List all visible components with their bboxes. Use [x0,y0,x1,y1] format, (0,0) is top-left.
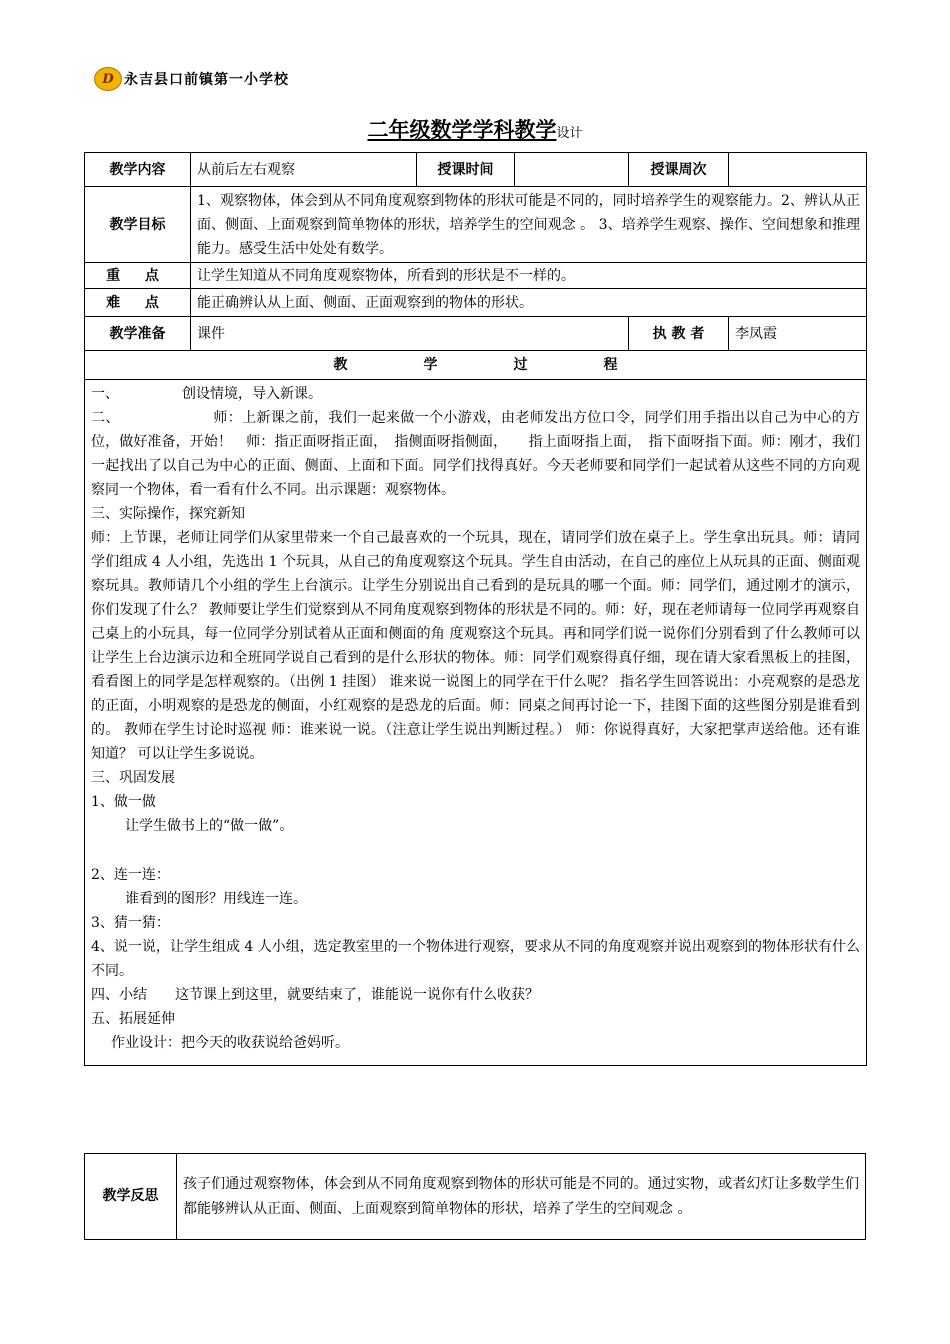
key-point-value: 让学生知道从不同角度观察物体，所看到的形状是不一样的。 [191,263,867,289]
process-blank-line [91,838,860,863]
reflection-text: 孩子们通过观察物体，体会到从不同角度观察到物体的形状可能是不同的。通过实物，或者幻灯让多数学生们都能够辨认从正面、侧面、上面观察到简单物体的形状，培养了学生的空间观念 。 [177,1154,866,1240]
process-heading-char: 程 [603,357,618,373]
process-line: 3、猜一猜： [91,915,170,931]
title-suffix: 设计 [556,126,583,141]
process-line: 四、小结 这节课上到这里，就要结束了，谁能说一说你有什么收获？ [91,987,539,1003]
title-main: 二年级数学学科教学 [367,117,557,142]
week-label: 授课周次 [629,153,729,187]
difficulty-label: 难 点 [85,289,191,317]
process-line: 谁看到的图形？用线连一连。 [125,891,307,907]
school-logo-icon: D [94,67,122,91]
process-line: 三、巩固发展 [91,770,175,786]
school-header [94,66,289,92]
process-line: 作业设计：把今天的收获说给爸妈听。 [111,1035,349,1051]
process-line: 4、说一说，让学生组成 4 人小组，选定教室里的一个物体进行观察，要求从不同的角度观察并说出观察到的物体形状有什么不同。 [91,939,860,979]
process-heading-char: 教 [333,357,348,373]
teacher-label: 执 教 者 [629,317,729,351]
process-line: 三、实际操作，探究新知 [91,506,245,522]
key-point-label: 重 点 [85,263,191,289]
process-line: 2、连一连： [91,867,170,883]
prep-value: 课件 [191,317,629,351]
process-line: 二、 师：上新课之前，我们一起来做一个小游戏，由老师发出方位口令，同学们用手指出以自己为中心的方位，做好准备，开始！ 师：指正面呀指正面， 指侧面呀指侧面， 指上面呀指上面， 指下面呀指下面。师：刚才，我们一起找出了以自己为中心的正面、侧面、上面和下面。同学们找得真好。今天老师要和同学们一起试着从这些不同的方向观察同一个物体，看一看有什么不同。出示课题：观察物体。 [91,410,860,498]
difficulty-value: 能正确辨认从上面、侧面、正面观察到的物体的形状。 [191,289,867,317]
process-heading-char: 过 [513,357,528,373]
reflection-label: 教学反思 [85,1154,177,1240]
page-title [0,114,950,144]
process-heading [85,351,867,380]
time-value [515,153,629,187]
time-label: 授课时间 [417,153,515,187]
process-heading-char: 学 [423,357,438,373]
week-value [729,153,867,187]
goal-value: 1、观察物体，体会到从不同角度观察到物体的形状可能是不同的，同时培养学生的观察能力。2、辨认从正面、侧面、上面观察到简单物体的形状，培养学生的空间观念 。 3、培养学生观察、操作、空间想象和推理能力。感受生活中处处有数学。 [191,187,867,263]
goal-label: 教学目标 [85,187,191,263]
process-line: 一、 创设情境，导入新课。 [91,386,322,402]
prep-label: 教学准备 [85,317,191,351]
process-content [85,380,867,1066]
teacher-value: 李凤霞 [729,317,867,351]
content-value: 从前后左右观察 [191,153,417,187]
content-label: 教学内容 [85,153,191,187]
lesson-plan-table [84,152,867,1066]
process-line: 五、拓展延伸 [91,1011,175,1027]
school-name: 永吉县口前镇第一小学校 [124,72,289,88]
process-line: 1、做一做 [91,794,156,810]
reflection-table [84,1153,866,1240]
process-line: 让学生做书上的“做一做”。 [125,818,294,834]
process-line: 师：上节课，老师让同学们从家里带来一个自己最喜欢的一个玩具，现在，请同学们放在桌子上。学生拿出玩具。师：请同学们组成 4 人小组，先选出 1 个玩具，从自己的角度观察这个玩具。学生自由活动，在自己的座位上从玩具的正面、侧面观察玩具。教师请几个小组的学生上台演示。让学生分别说出自己看到的是玩具的哪一个面。师：同学们，通过刚才的演示，你们发现了什么？ 教师要让学生们觉察到从不同角度观察到物体的形状是不同的。师：好，现在老师请每一位同学再观察自己桌上的小玩具，每一位同学分别试着从正面和侧面的角 度观察这个玩具。再和同学们说一说你们分别看到了什么教师可以让学生上台边演示边和全班同学说自己看到的是什么形状的物体。师：同学们观察得真仔细，现在请大家看黑板上的挂图，看看图上的同学是怎样观察的。（出例 1 挂图） 谁来说一说图上的同学在干什么呢？ 指名学生回答说出：小亮观察的是恐龙的正面，小明观察的是恐龙的侧面，小红观察的是恐龙的后面。师：同桌之间再讨论一下，挂图下面的这些图分别是谁看到的。 教师在学生讨论时巡视 师：谁来说一说。（注意让学生说出判断过程。） 师：你说得真好，大家把掌声送给他。还有谁知道？ 可以让学生多说说。 [91,530,860,762]
